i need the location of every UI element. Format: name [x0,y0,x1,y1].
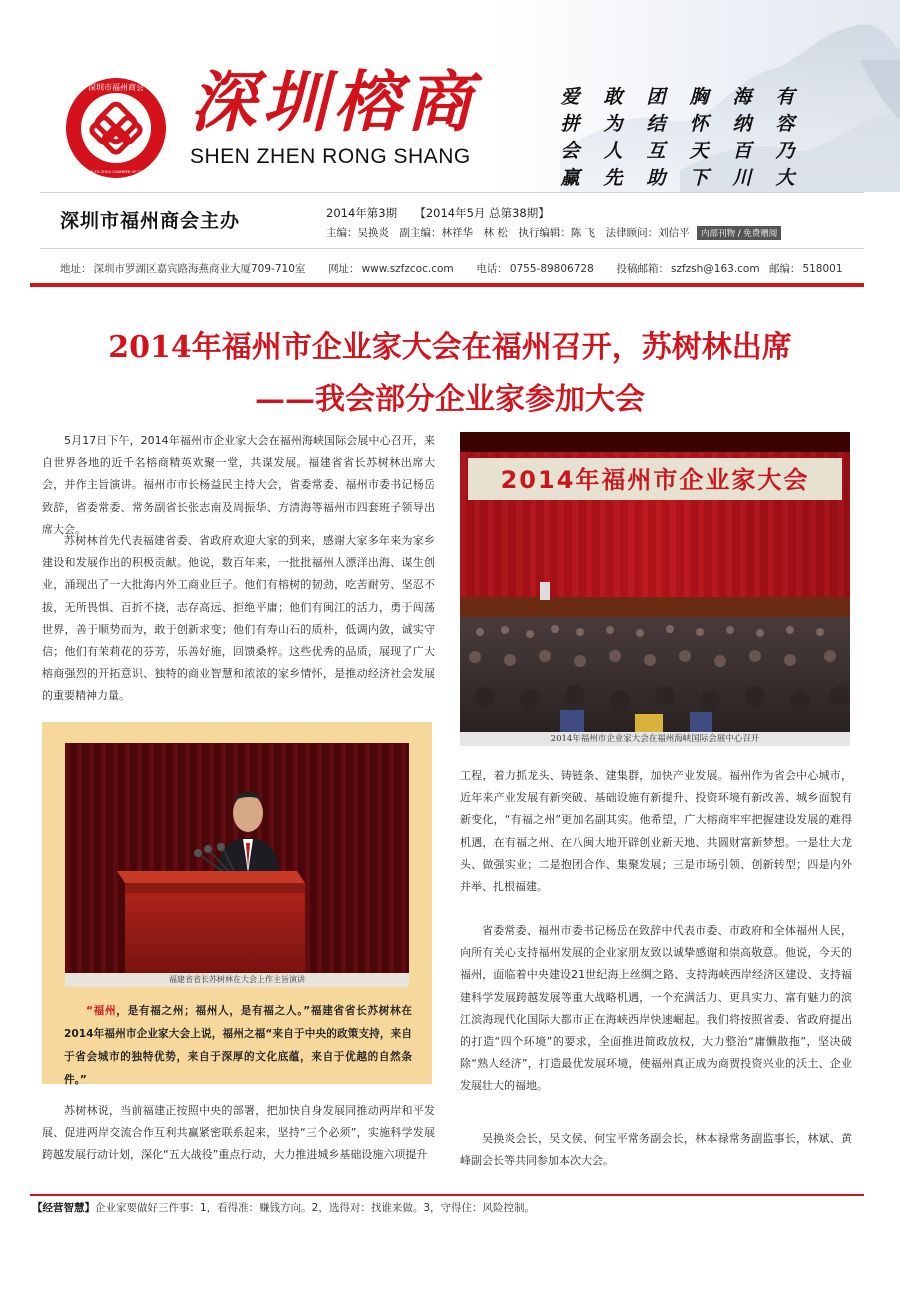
article-paragraph-2: 苏树林首先代表福建省委、省政府欢迎大家的到来，感谢大家多年来为家乡建设和发展作出的积极贡献。他说，数百年来，一批批福州人漂洋出海、谋生创业，涌现出了一大批海内外工商业巨子。他们有榕树的韧劲，吃苦耐劳、坚忍不拔，无所畏惧、百折不挠，志存高远、拒绝平庸；他们有闽江的活力，勇于闯荡世界，善于顺势而为，敢于创新求变；他们有寿山石的质朴，低调内敛，诚实守信；他们有茉莉花的芬芳，乐善好施，回馈桑梓。这些优秀的品质，展现了广大榕商强烈的开拓意识、独特的商业智慧和浓浓的家乡情怀，是推动经济社会发展的重要精神力量。 [42,534,435,703]
calligraphy-col-3: 胸怀天下 [689,86,709,189]
calligraphy-col-2: 海纳百川 [732,86,752,189]
article-paragraph-1: 5月17日下午，2014年福州市企业家大会在福州海峡国际会展中心召开，来自世界各地的近千名榕商精英欢聚一堂，共谋发展。福建省省长苏树林出席大会，并作主旨演讲。福州市市长杨益民主持大会，省委常委、福州市委书记杨岳致辞，省委常委、常务副省长张志南及周振华、方清海等福州市四套班子领导出席大会。 [42,434,435,536]
quote-red-text: “福州 [86,1005,117,1017]
email-label: 投稿邮箱： [616,263,669,275]
masthead-pinyin: SHEN ZHEN RONG SHANG [190,145,471,168]
header-mid-rule [40,248,864,249]
chamber-logo [64,76,168,180]
footer-tip [32,1200,535,1215]
phone-label: 电话： [476,263,508,275]
issue-info: 2014年第3期 【2014年5月 总第38期】 [326,206,550,220]
phone-value: 0755-89806728 [509,263,594,275]
banner-text: 2014年福州市企业家大会 [500,466,810,494]
free-copy-badge: 内部刊物 / 免费赠阅 [697,226,781,240]
address-label: 地址： [60,263,92,275]
conference-hall-photo [460,432,850,732]
footer-red-bar [30,1194,864,1196]
email-link[interactable]: szfzsh@163.com [670,263,760,275]
article-headline: 2014年福州市企业家大会在福州召开，苏树林出席 [108,330,792,365]
zip-label: 邮编： [768,263,801,275]
speaker-photo [65,743,409,973]
website-label: 网址： [328,263,360,275]
editors-text: 主编：吴换炎 副主编：林祥华 林 松 执行编辑：陈 飞 法律顾问：刘信平 [326,227,690,239]
editors-line [326,225,781,240]
calligraphy-col-6: 爱拼会赢 [560,86,580,189]
calligraphy-col-1: 有容乃大 [775,86,795,189]
footer-text: 企业家要做好三件事：1，看得准：赚钱方向。2，选得对：找谁来做。3，守得住：风险控制。 [95,1202,536,1214]
contact-line [60,261,843,276]
quote-text [64,1000,412,1092]
footer-label: 【经营智慧】 [32,1202,95,1214]
article-paragraph-4: 省委常委、福州市委书记杨岳在致辞中代表市委、市政府和全体福州人民，向所有关心支持福州发展的企业家朋友致以诚挚感谢和崇高敬意。他说，今天的福州，面临着中央建设21世纪海上丝绸之路、支持海峡西岸经济区建设、支持福建科学发展跨越发展等重大战略机遇，一个充满活力、更具实力、富有魅力的滨江滨海现代化国际大都市正在海峡西岸快速崛起。我们将按照省委、省政府提出的打造“四个环境”的要求，全面推进简政放权，大力整治“庸懒散拖”，坚决破除“熟人经济”，打造最优发展环境，使福州真正成为商贾投资兴业的沃土、企业发展壮大的福地。 [460,924,852,1093]
website-link[interactable]: www.szfzcoc.com [361,263,454,275]
sponsor-text: 深圳市福州商会主办 [60,210,241,232]
masthead [0,0,900,192]
zip-value: 518001 [802,263,843,275]
quote-rest-text: ，是有福之州；福州人，是有福之人。”福建省省长苏树林在2014年福州市企业家大会上说，福州之福“来自于中央的政策支持，来自于省会城市的独特优势，来自于深厚的文化底蕴，来自于优越的自然条件。” [64,1005,412,1086]
article-subheadline: ——我会部分企业家参加大会 [255,382,645,417]
address-value: 深圳市罗湖区嘉宾路海燕商业大厦709-710室 [93,263,306,275]
header-top-rule [40,192,864,193]
article-paragraph-3: 工程，着力抓龙头、铸链条、建集群，加快产业发展。福州作为省会中心城市，近年来产业发展有新突破、基础设施有新提升、投资环境有新改善、城乡面貌有新变化，“有福之州”更加名副其实。他希望，广大榕商牢牢把握建设发展的难得机遇，在有福之州、在八闽大地开辟创业新天地、共圆财富新梦想。一是壮大龙头、做强实业；二是抱团合作、集聚发展；三是市场引领、创新转型；四是内外并举、扎根福建。 [460,769,852,894]
photo1-caption: 2014年福州市企业家大会在福州海峡国际会展中心召开 [460,732,850,746]
header-red-bar [30,283,864,287]
photo2-caption: 福建省省长苏树林在大会上作主旨演讲 [65,973,409,987]
masthead-title: 深圳榕商 [190,63,478,141]
logo-ring-text-en: SHENZHEN FU ZHOU CHAMBER OF COMMERCE [73,170,159,174]
calligraphy-col-5: 敢为人先 [603,86,623,189]
article-paragraph-5: 吴换炎会长，吴文侯、何宝平常务副会长，林本禄常务副监事长，林斌、黄峰副会长等共同参加本次大会。 [460,1132,852,1168]
logo-ring-text: 深圳市福州商会 [88,83,144,92]
article-paragraph-6: 苏树林说，当前福建正按照中央的部署，把加快自身发展同推动两岸和平发展、促进两岸交流合作互利共赢紧密联系起来，坚持“三个必须”，实施科学发展跨越发展行动计划，深化“五大战役”重点行动，大力推进城乡基础设施六项提升 [42,1104,435,1162]
calligraphy-col-4: 团结互助 [646,86,666,189]
